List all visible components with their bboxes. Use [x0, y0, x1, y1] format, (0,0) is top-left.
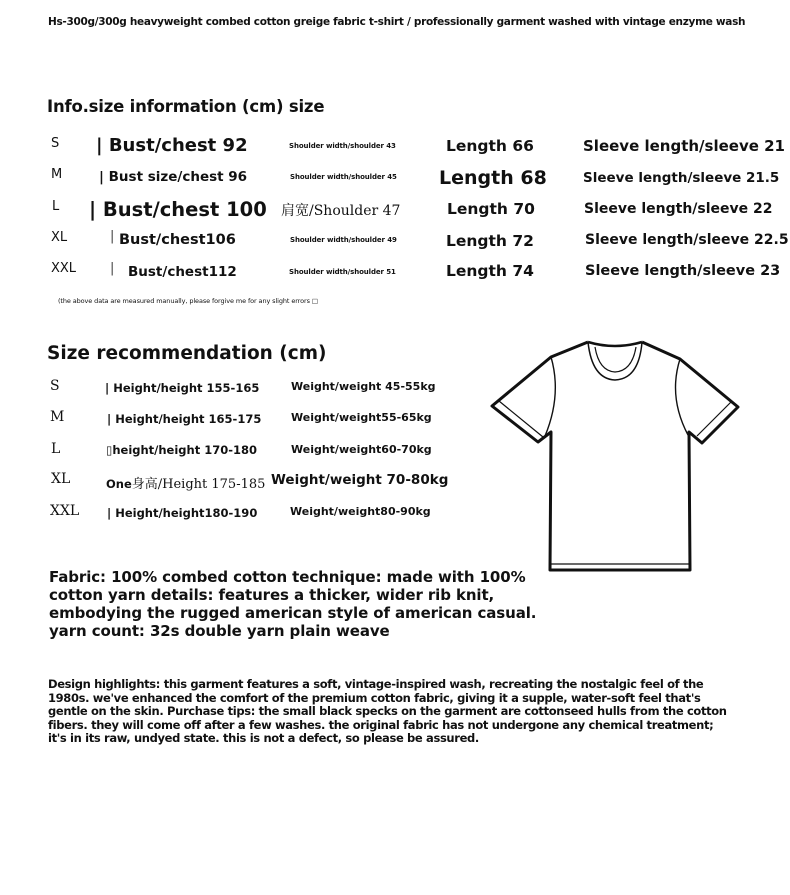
- rec-height: | Height/height 155-165: [105, 381, 260, 395]
- fabric-line: Fabric: 100% combed cotton technique: made with 100%: [49, 568, 526, 586]
- rec-size-label: S: [50, 378, 60, 394]
- product-title: Hs-300g/300g heavyweight combed cotton greige fabric t-shirt / professionally garment washed with vintage enzyme wash: [48, 16, 746, 28]
- fabric-line: cotton yarn details: features a thicker, wider rib knit,: [49, 586, 495, 604]
- bar-divider: |: [110, 229, 115, 244]
- rec-height: | Height/height180-190: [107, 506, 258, 520]
- fabric-line: embodying the rugged american style of american casual.: [49, 604, 537, 622]
- rec-size-label: L: [51, 441, 61, 457]
- size-label: XXL: [51, 261, 77, 276]
- design-line: 1980s. we've enhanced the comfort of the premium cotton fabric, giving it a supple, water-soft feel that's: [48, 690, 701, 705]
- design-line: fibers. they will come off after a few washes. the original fabric has not undergone any chemical treatment;: [48, 717, 714, 732]
- design-highlights: [48, 678, 727, 746]
- size-info-heading: Info.size information (cm) size: [47, 97, 325, 116]
- length-value: Length 70: [447, 200, 535, 218]
- bust-value: Bust/chest106: [119, 232, 236, 248]
- design-line: Design highlights: this garment features a soft, vintage-inspired wash, recreating the nostalgic feel of the: [48, 677, 704, 691]
- rec-height-prefix: One: [106, 477, 132, 491]
- shoulder-value: Shoulder width/shoulder 45: [290, 173, 397, 181]
- length-value: Length 74: [446, 262, 534, 280]
- size-label: M: [51, 167, 63, 182]
- bust-value: | Bust/chest 100: [89, 198, 267, 221]
- size-label: L: [52, 199, 60, 214]
- rec-height: [106, 473, 265, 492]
- sleeve-value: Sleeve length/sleeve 23: [585, 263, 781, 279]
- rec-weight: Weight/weight80-90kg: [290, 505, 431, 518]
- bust-value: | Bust/chest 92: [96, 135, 248, 156]
- size-recommendation-heading: Size recommendation (cm): [47, 343, 327, 364]
- sleeve-value: Sleeve length/sleeve 22: [584, 201, 773, 217]
- rec-weight: Weight/weight55-65kg: [291, 411, 432, 424]
- rec-size-label: XL: [51, 471, 71, 487]
- rec-height: | Height/height 165-175: [107, 412, 262, 426]
- shoulder-value: Shoulder width/shoulder 43: [289, 142, 396, 150]
- shoulder-value: Shoulder width/shoulder 51: [289, 268, 396, 276]
- fabric-line: yarn count: 32s double yarn plain weave: [49, 622, 390, 640]
- bust-value: Bust/chest112: [128, 264, 237, 280]
- bust-value: | Bust size/chest 96: [99, 169, 248, 185]
- tshirt-outline-icon: [488, 335, 743, 575]
- rec-weight: Weight/weight60-70kg: [291, 443, 432, 456]
- size-label: S: [51, 136, 60, 151]
- shoulder-value: 肩宽/Shoulder 47: [281, 203, 401, 219]
- rec-size-label: XXL: [50, 503, 80, 519]
- design-line: it's in its raw, undyed state. this is not a defect, so please be assured.: [48, 731, 479, 746]
- rec-height-text: 身高/Height 175-185: [131, 477, 266, 492]
- rec-weight: Weight/weight 45-55kg: [291, 380, 436, 393]
- rec-weight: Weight/weight 70-80kg: [271, 472, 449, 488]
- sleeve-value: Sleeve length/sleeve 22.5: [585, 232, 789, 248]
- measurement-note: (the above data are measured manually, please forgive me for any slight errors □: [58, 297, 318, 305]
- design-line: gentle on the skin. Purchase tips: the small black specks on the garment are cottonseed hulls from the cotton: [48, 704, 727, 719]
- bar-divider: |: [110, 261, 115, 276]
- rec-height: ▯height/height 170-180: [106, 443, 258, 457]
- sleeve-value: Sleeve length/sleeve 21: [583, 137, 785, 155]
- length-value: Length 66: [446, 137, 534, 155]
- fabric-description: [49, 568, 536, 640]
- rec-size-label: M: [50, 409, 65, 425]
- size-label: XL: [51, 230, 68, 245]
- sleeve-value: Sleeve length/sleeve 21.5: [583, 170, 780, 186]
- shoulder-value: Shoulder width/shoulder 49: [290, 236, 397, 244]
- length-value: Length 68: [439, 167, 547, 189]
- length-value: Length 72: [446, 232, 534, 250]
